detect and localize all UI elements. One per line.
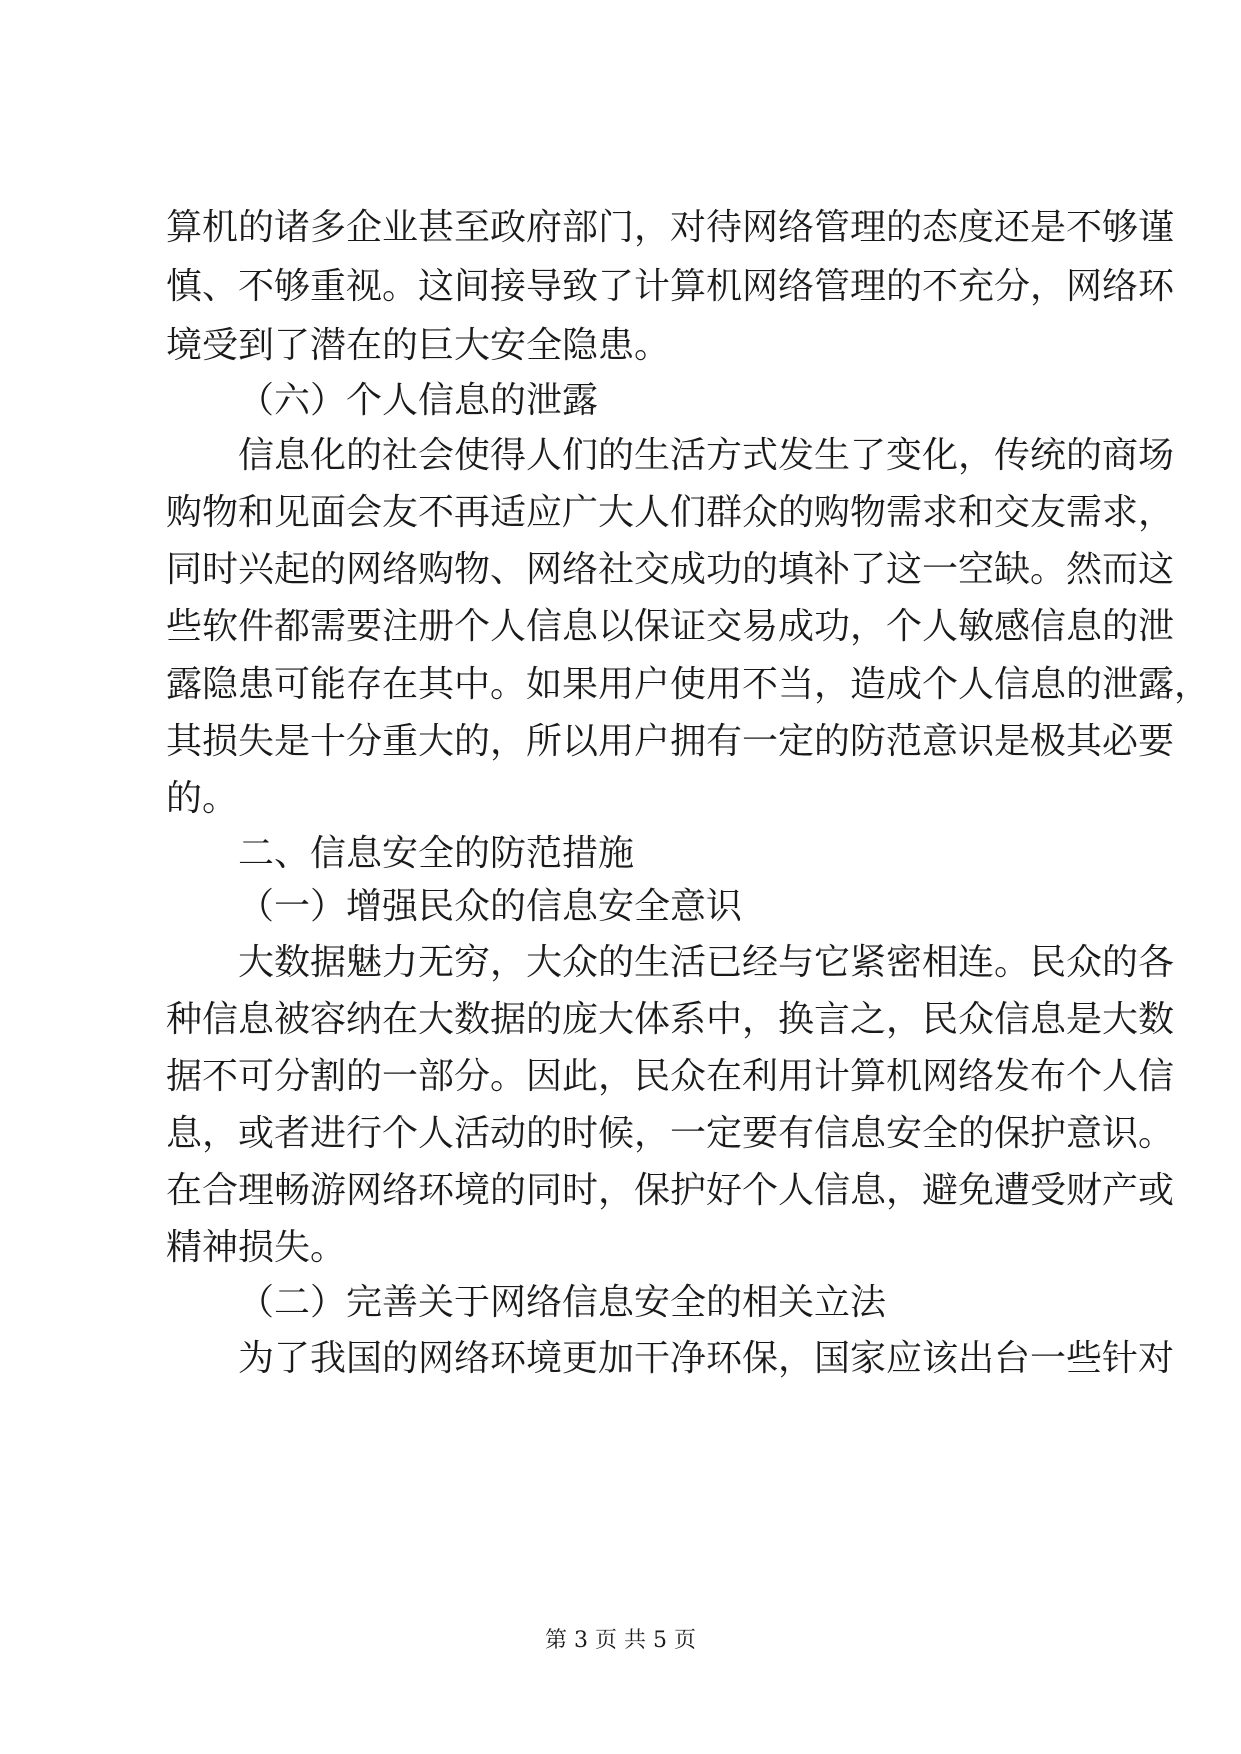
page-footer: 第 3 页 共 5 页 (545, 1628, 696, 1653)
paragraph-line: 据不可分割的一部分。因此，民众在利用计算机网络发布个人信 (166, 1056, 1175, 1097)
paragraph-line: 的。 (166, 778, 239, 819)
section-heading: （六）个人信息的泄露 (238, 380, 599, 421)
paragraph-line: 大数据魅力无穷，大众的生活已经与它紧密相连。民众的各 (238, 942, 1175, 983)
paragraph-line: 算机的诸多企业甚至政府部门，对待网络管理的态度还是不够谨 (166, 207, 1175, 248)
paragraph-line: 为了我国的网络环境更加干净环保，国家应该出台一些针对 (238, 1338, 1175, 1379)
paragraph-line: 境受到了潜在的巨大安全隐患。 (166, 325, 671, 366)
paragraph-line: 同时兴起的网络购物、网络社交成功的填补了这一空缺。然而这 (166, 549, 1175, 590)
paragraph-line: 精神损失。 (166, 1227, 347, 1268)
paragraph-line: 种信息被容纳在大数据的庞大体系中，换言之，民众信息是大数 (166, 999, 1175, 1040)
paragraph-line: 些软件都需要注册个人信息以保证交易成功，个人敏感信息的泄 (166, 606, 1175, 647)
paragraph-line: 其损失是十分重大的，所以用户拥有一定的防范意识是极其必要 (166, 721, 1175, 762)
paragraph-line: 露隐患可能存在其中。如果用户使用不当，造成个人信息的泄露， (166, 664, 1211, 705)
section-heading: （一）增强民众的信息安全意识 (238, 886, 743, 927)
section-heading: （二）完善关于网络信息安全的相关立法 (238, 1282, 887, 1323)
paragraph-line: 慎、不够重视。这间接导致了计算机网络管理的不充分，网络环 (166, 266, 1175, 307)
paragraph-line: 信息化的社会使得人们的生活方式发生了变化，传统的商场 (238, 435, 1175, 476)
paragraph-line: 购物和见面会友不再适应广大人们群众的购物需求和交友需求， (166, 492, 1175, 533)
section-heading: 二、信息安全的防范措施 (238, 833, 635, 874)
paragraph-line: 息，或者进行个人活动的时候，一定要有信息安全的保护意识。 (166, 1113, 1175, 1154)
paragraph-line: 在合理畅游网络环境的同时，保护好个人信息，避免遭受财产或 (166, 1170, 1175, 1211)
